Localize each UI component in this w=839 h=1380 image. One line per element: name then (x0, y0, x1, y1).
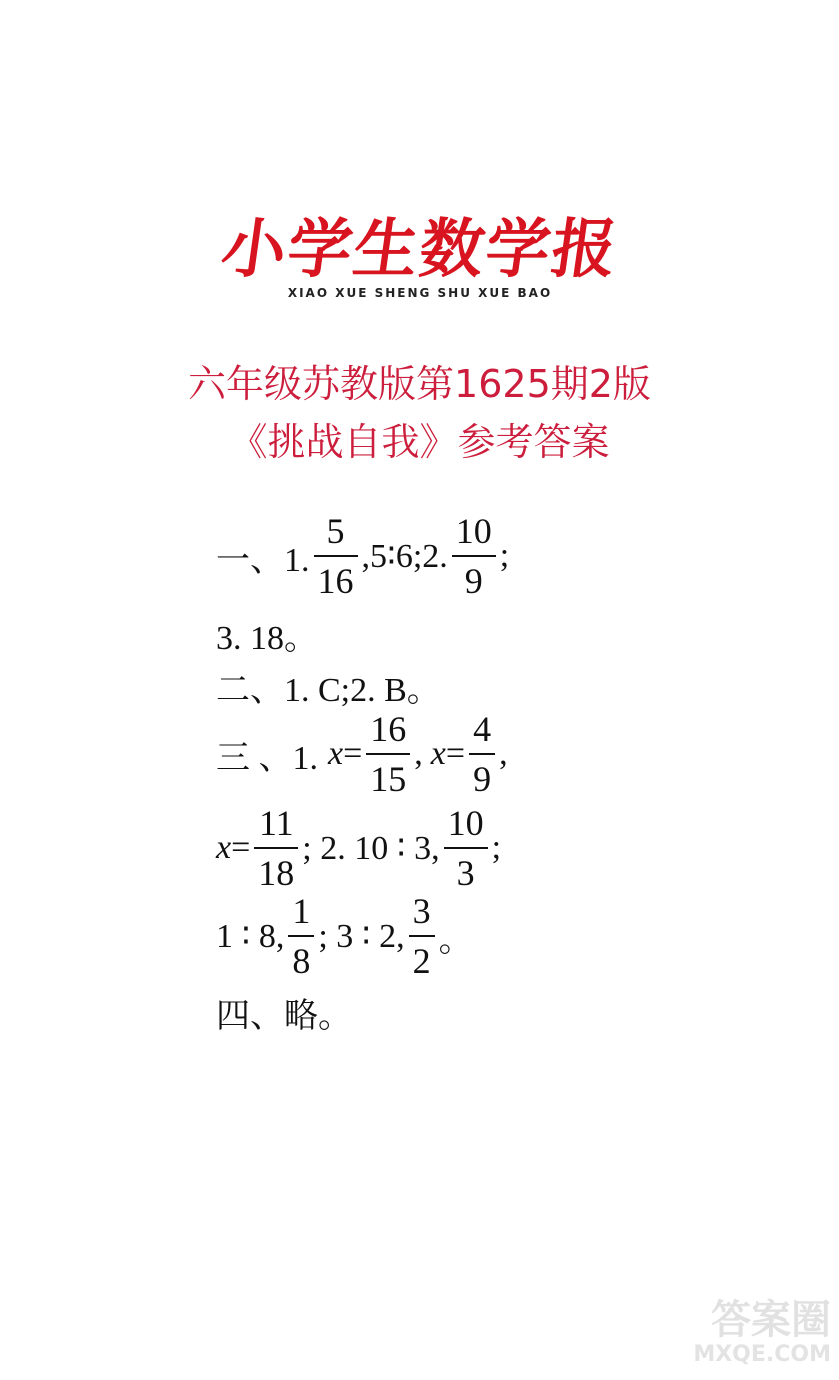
answer-line-6 (216, 890, 473, 982)
answer-line-2 (216, 610, 318, 659)
answer-line-7 (216, 988, 352, 1037)
fraction-4-9 (469, 708, 495, 800)
variable-x: x (216, 829, 232, 866)
answer-6-prefix: 1 ∶ 8, (216, 918, 285, 955)
answer-5-suffix: ; (491, 829, 502, 866)
answer-4-suffix: , (499, 735, 508, 772)
separator-comma: , (414, 735, 423, 772)
masthead-logo (205, 212, 635, 300)
fraction-numerator: 5 (326, 511, 345, 551)
variable-x: x (328, 735, 344, 772)
fraction-bar (288, 935, 314, 937)
variable-x: x (430, 735, 446, 772)
answer-5-middle: ; 2. 10 ∶ 3, (302, 830, 440, 867)
heading-line-1: 六年级苏教版第1625期2版 (188, 362, 651, 406)
fraction-10-9 (452, 510, 496, 602)
answer-4-prefix: 三 、1. (216, 739, 318, 777)
answer-1-prefix: 一、1. (216, 541, 310, 579)
equals-sign: = (445, 735, 466, 772)
answer-line-3 (216, 662, 441, 711)
fraction-bar (409, 935, 435, 937)
fraction-bar (314, 555, 358, 557)
fraction-numerator: 3 (412, 891, 431, 931)
fraction-numerator: 11 (258, 803, 294, 843)
fraction-1-8 (288, 890, 314, 982)
fraction-numerator: 10 (455, 511, 492, 551)
fraction-11-18 (254, 802, 298, 894)
answer-3-text: 二、1. C;2. B。 (216, 672, 441, 709)
fraction-3-2 (409, 890, 435, 982)
fraction-denominator: 15 (370, 759, 407, 799)
fraction-bar (444, 847, 488, 849)
fraction-16-15 (366, 708, 410, 800)
fraction-denominator: 8 (292, 941, 311, 981)
watermark-bottom-text: MXQE.COM (693, 1342, 831, 1367)
fraction-bar (469, 753, 495, 755)
masthead-pinyin: XIAO XUE SHENG SHU XUE BAO (287, 286, 553, 300)
fraction-bar (254, 847, 298, 849)
watermark-top-text: 答案圈 (711, 1297, 831, 1343)
answer-6-suffix: 。 (438, 921, 473, 959)
answer-line-1 (216, 510, 509, 602)
fraction-numerator: 16 (370, 709, 407, 749)
fraction-denominator: 16 (317, 561, 354, 601)
fraction-bar (366, 753, 410, 755)
fraction-denominator: 3 (456, 853, 475, 893)
answer-1-middle: ,5∶6;2. (361, 538, 448, 575)
heading-line-2: 《挑战自我》参考答案 (229, 420, 610, 464)
fraction-numerator: 10 (447, 803, 484, 843)
answer-6-middle: ; 3 ∶ 2, (318, 918, 405, 955)
fraction-denominator: 9 (464, 561, 483, 601)
fraction-denominator: 9 (473, 759, 492, 799)
equals-sign: = (231, 829, 251, 866)
fraction-numerator: 1 (292, 891, 311, 931)
answer-2-text: 3. 18。 (216, 620, 318, 657)
fraction-denominator: 18 (258, 853, 295, 893)
masthead-title: 小学生数学报 (216, 212, 624, 287)
answer-line-4 (216, 708, 508, 800)
fraction-bar (452, 555, 496, 557)
fraction-numerator: 4 (473, 709, 492, 749)
watermark-logo (671, 1298, 831, 1372)
answer-line-5 (216, 802, 501, 894)
equals-sign: = (343, 735, 363, 772)
answer-1-suffix: ; (499, 537, 510, 574)
fraction-5-16 (314, 510, 358, 602)
answer-7-text: 四、略。 (216, 998, 352, 1035)
fraction-denominator: 2 (412, 941, 431, 981)
fraction-10-3 (444, 802, 488, 894)
